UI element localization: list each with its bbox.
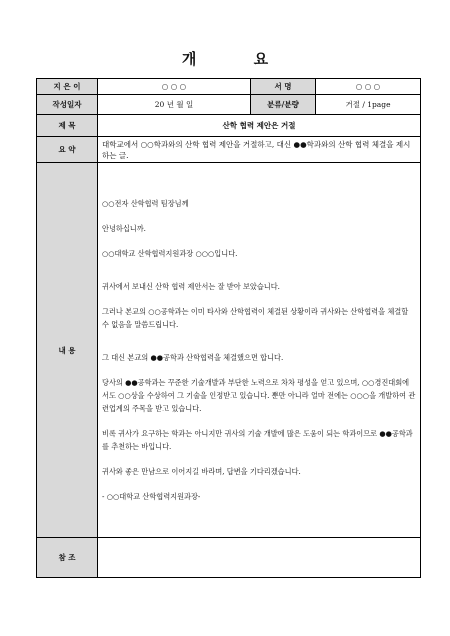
letter-paragraph-6: 귀사와 좋은 만남으로 이어지길 바라며, 답변을 기다리겠습니다. [102,467,301,476]
document-title: 개 요 [181,50,295,68]
letter-paragraph-4: 당사의 ●●공학과는 꾸준한 기술개발과 부단한 노력으로 차차 평성을 얻고 있으며, ○○경진대회에서도 ○○상을 수상하여 그 기술을 인정받고 있습니다. 뿐만 아니라 얼마 전에는 ○○○을 개발하여 관련업계의 주목을 받고 있습니다. [102,378,416,413]
content-row [37,163,421,538]
letter-paragraph-5: 비록 귀사가 요구하는 학과는 아니지만 귀사의 기술 개발에 많은 도움이 되는 학과이므로 ●●공학과를 추천하는 바입니다. [102,429,413,451]
subject-row [37,115,421,137]
letter-paragraph-3: 그 대신 본교의 ●●공학과 산학협력을 체결했으면 합니다. [102,353,284,362]
date-value: 20 년 월 일 [98,95,251,115]
author-row [37,79,421,95]
reference-row [37,538,421,578]
author-value: ○ ○ ○ [98,79,251,95]
reference-value [98,538,421,578]
category-label: 분류/분량 [251,95,316,115]
subject-value: 산학 협력 제안은 거절 [98,115,421,137]
letter-paragraph-1: 귀사에서 보내신 산학 협력 제안서는 잘 받아 보았습니다. [102,282,280,291]
content-label: 내 용 [37,163,98,538]
signature-label: 서 명 [251,79,316,95]
signature-value: ○ ○ ○ [316,79,421,95]
date-label: 작성일자 [37,95,98,115]
subject-label: 제 목 [37,115,98,137]
letter-signature: - ○○대학교 산학협력지원과장- [102,492,201,501]
date-row [37,95,421,115]
category-value: 거절 / 1page [316,95,421,115]
letter-body [98,163,421,538]
letter-greeting: 안녕하십니까. [102,224,146,233]
reference-label: 참 조 [37,538,98,578]
letter-intro: ○○대학교 산학협력지원과장 ○○○입니다. [102,249,238,258]
summary-form-table [36,78,421,578]
summary-label: 요 약 [37,137,98,163]
summary-row [37,137,421,163]
author-label: 지 은 이 [37,79,98,95]
summary-value: 대학교에서 ○○학과와의 산학 협력 제안을 거절하고, 대신 ●●학과와의 산학 협력 체결을 제시하는 글. [98,137,421,163]
letter-salutation: ○○전자 산학협력 팀장님께 [102,199,189,208]
letter-paragraph-2: 그러나 본교의 ○○공학과는 이미 타사와 산학협력이 체결된 상황이라 귀사와는 산학협력을 체결할 수 없음을 말씀드립니다. [102,307,409,329]
